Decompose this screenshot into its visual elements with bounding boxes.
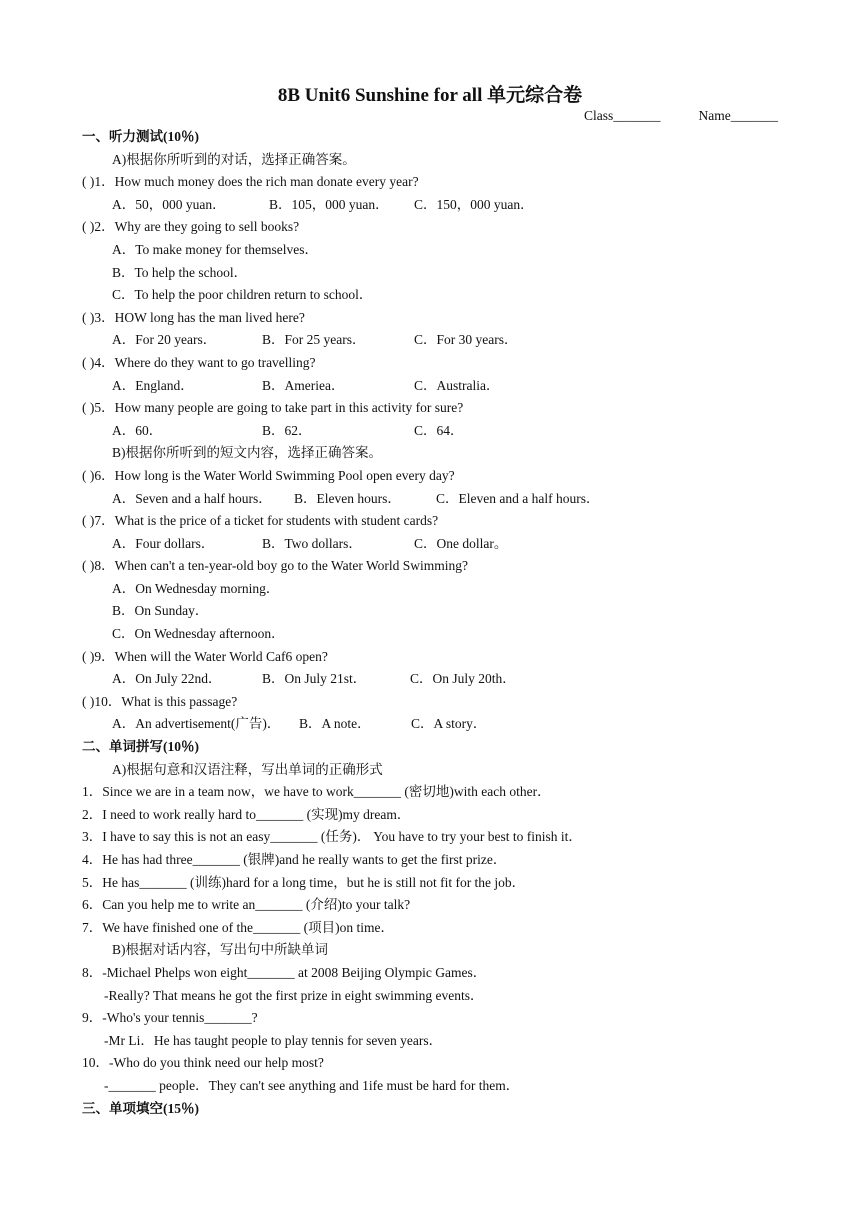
spelling-item-5: 5．He has_______ (训练)hard for a long time，but he is still not fit for the job． [82, 874, 526, 890]
option-b: B．62． [262, 422, 312, 438]
question-9: ( )9．When will the Water World Caf6 open? [82, 648, 328, 664]
option-c: C．On July 20th． [410, 671, 516, 687]
section1-part-b: B)根据你所听到的短文内容，选择正确答案。 [112, 445, 382, 461]
option-b: B．Ameriea． [262, 377, 345, 393]
option-a: A．Four dollars． [112, 535, 215, 551]
option-b: B．Two dollars． [262, 535, 362, 551]
question-3-options [82, 329, 782, 352]
question-4-options [82, 375, 782, 398]
option-b: B．Eleven hours． [294, 490, 401, 506]
question-3: ( )3．HOW long has the man lived here? [82, 309, 305, 325]
option-b: B．To help the school． [112, 264, 248, 280]
question-7-options [82, 533, 782, 556]
section3-heading: 三、单项填空(15％) [82, 1100, 199, 1116]
question-2: ( )2．Why are they going to sell books? [82, 219, 300, 235]
option-a: A．50，000 yuan． [112, 196, 226, 212]
option-b: B．105，000 yuan． [269, 196, 389, 212]
option-c: C．Australia． [414, 377, 500, 393]
option-c: C．On Wednesday afternoon． [112, 626, 285, 642]
option-b: B．For 25 years． [262, 332, 366, 348]
option-a: A．On Wednesday morning． [112, 580, 280, 596]
name-label: Name_______ [698, 108, 778, 123]
class-label: Class_______ [584, 108, 661, 123]
option-a: A．60． [112, 422, 163, 438]
section2-heading: 二、单词拼写(10％) [82, 739, 199, 755]
option-c: C．A story． [411, 716, 487, 732]
option-c: C．150，000 yuan． [414, 196, 534, 212]
question-6: ( )6．How long is the Water World Swimming Pool open every day? [82, 467, 455, 483]
dialogue-item-8-a: -Really? That means he got the first prize in eight swimming events． [104, 987, 484, 1003]
question-5: ( )5．How many people are going to take part in this activity for sure? [82, 400, 464, 416]
question-7: ( )7．What is the price of a ticket for students with student cards? [82, 513, 439, 529]
question-9-options [82, 668, 782, 691]
question-5-options [82, 420, 782, 443]
option-b: B．A note． [299, 716, 371, 732]
spelling-item-7: 7．We have finished one of the_______ (项目)on time． [82, 919, 394, 935]
question-6-options [82, 488, 782, 511]
dialogue-item-8-q: 8．-Michael Phelps won eight_______ at 2008 Beijing Olympic Games． [82, 964, 487, 980]
dialogue-item-10-q: 10．-Who do you think need our help most? [82, 1055, 324, 1071]
option-c: C．For 30 years． [414, 332, 518, 348]
question-4: ( )4．Where do they want to go travelling? [82, 354, 316, 370]
section2-part-a: A)根据句意和汉语注释，写出单词的正确形式 [112, 761, 383, 777]
spelling-item-6: 6．Can you help me to write an_______ (介绍)to your talk? [82, 897, 411, 913]
question-1-options [82, 194, 782, 217]
question-10: ( )10．What is this passage? [82, 693, 238, 709]
option-b: B．On July 21st． [262, 671, 367, 687]
question-10-options [82, 713, 782, 736]
option-a: A．On July 22nd． [112, 671, 222, 687]
option-c: C．One dollar。 [414, 535, 508, 551]
option-a: A．To make money for themselves． [112, 241, 319, 257]
spelling-item-1: 1．Since we are in a team now，we have to work_______ (密切地)with each other． [82, 784, 551, 800]
spelling-item-4: 4．He has had three_______ (银牌)and he really wants to get the first prize． [82, 852, 507, 867]
question-8: ( )8．When can't a ten-year-old boy go to the Water World Swimming? [82, 558, 469, 574]
section1-part-a: A)根据你所听到的对话，选择正确答案。 [112, 151, 356, 167]
option-c: C．Eleven and a half hours． [436, 490, 600, 506]
dialogue-item-9-a: -Mr Li．He has taught people to play tennis for seven years． [104, 1032, 443, 1048]
question-1: ( )1．How much money does the rich man donate every year? [82, 174, 419, 190]
option-a: A．Seven and a half hours． [112, 490, 272, 506]
section1-heading: 一、听力测试(10％) [82, 129, 199, 144]
dialogue-item-10-a: -_______ people．They can't see anything and 1ife must be hard for them． [104, 1077, 520, 1093]
page-title: 8B Unit6 Sunshine for all 单元综合卷 [277, 85, 583, 106]
option-c: C．64． [414, 422, 464, 438]
option-a: A．An advertisement(广告)． [112, 716, 281, 732]
section2-part-b: B)根据对话内容，写出句中所缺单词 [112, 942, 328, 958]
class-name-line [584, 108, 778, 124]
spelling-item-3: 3．I have to say this is not an easy_______ (任务)． You have to try your best to finish it． [82, 829, 582, 845]
dialogue-item-9-q: 9．-Who's your tennis_______? [82, 1010, 258, 1026]
option-c: C．To help the poor children return to school． [112, 287, 373, 303]
exam-content [82, 126, 782, 1120]
option-a: A．For 20 years． [112, 332, 217, 348]
option-b: B．On Sunday． [112, 603, 209, 619]
option-a: A．England． [112, 377, 194, 393]
spelling-item-2: 2．I need to work really hard to_______ (实现)my dream． [82, 806, 411, 822]
